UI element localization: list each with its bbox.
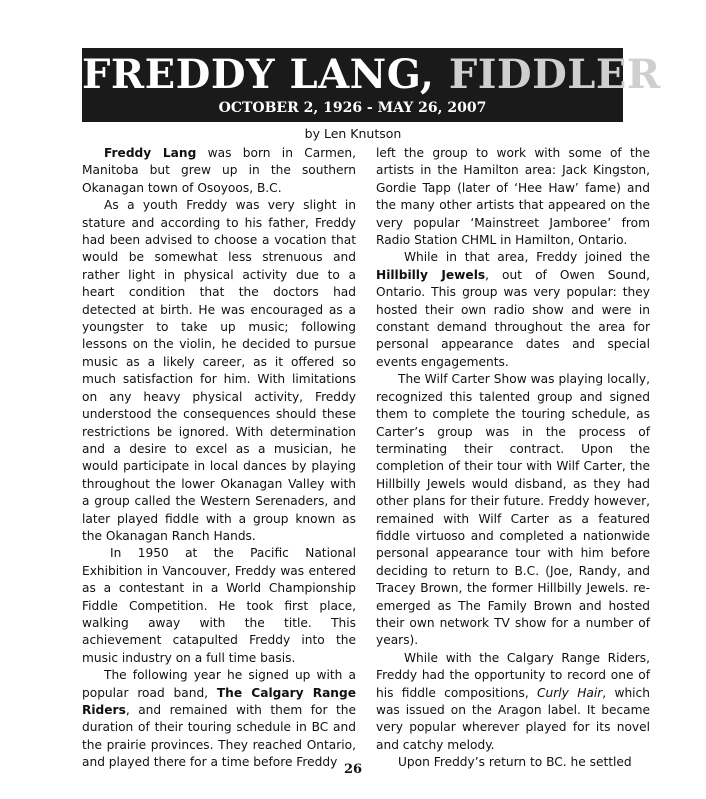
byline: by Len Knutson	[304, 126, 402, 141]
title-banner	[82, 48, 661, 122]
paragraph: As a youth Freddy was very slight in stature and according to his father, Freddy had been advised to choose a vocation that would be somewhat less strenuous and rather light in physical activity due to a heart condition that the doctors had detected at birth. He was encouraged as a youngster to take up music; following lessons on the violin, he decided to pursue music as a likely career, as it offered so much satisfaction for him. With limitations on any heavy physical activity, Freddy understood the consequences should these restrictions be ignored. With determination and a desire to excel as a musician, he would participate in local dances by playing throughout the lower Okanagan Valley with a group called the Western Serenaders, and later played fiddle with a group known as the Okanagan Ranch Hands.	[82, 198, 356, 543]
paragraph: In 1950 at the Pacific National Exhibition in Vancouver, Freddy was entered as a contestant in a World Championship Fiddle Competition. He took first place, walking away with the title. This achievement catapulted Freddy into the music industry on a full time basis.	[82, 546, 356, 665]
paragraph	[376, 650, 650, 754]
bold-name: Freddy Lang	[104, 146, 197, 160]
paragraph: left the group to work with some of the artists in the Hamilton area: Jack Kingston, Gordie Tapp (later of ‘Hee Haw’ fame) and the many other artists that appeared on the very popular ‘Mainstreet Jamboree’ from Radio Station CHML in Hamilton, Ontario.	[376, 146, 650, 248]
paragraph-text: While in that area, Freddy joined the	[404, 250, 650, 265]
left-column	[82, 145, 356, 772]
paragraph	[376, 249, 650, 371]
page-number: 26	[343, 762, 363, 777]
paragraph	[82, 667, 356, 771]
article-title	[82, 50, 661, 100]
life-dates: OCTOBER 2, 1926 - MAY 26, 2007	[218, 100, 487, 116]
paragraph: The Wilf Carter Show was playing locally, recognized this talented group and signed them to complete the touring schedule, as Carter’s group was in the process of terminating their contract. Upon the completion of their tour with Wilf Carter, the Hillbilly Jewels would disband, as they had other plans for their future. Freddy however, remained with Wilf Carter as a featured fiddle virtuoso and completed a nationwide personal appearance tour with him before deciding to return to B.C. (Joe, Randy, and Tracey Brown, the former Hillbilly Jewels. re-emerged as The Family Brown and hosted their own network TV show for a number of years).	[376, 372, 650, 648]
paragraph-text: The following year he signed up with a popular road band,	[82, 668, 356, 700]
paragraph	[82, 145, 356, 197]
paragraph-text: , and remained with them for the duration of their touring schedule in BC and the prairie provinces. They reached Ontario, and played there for a time before Freddy	[82, 703, 356, 770]
title-occupation: FIDDLER	[448, 51, 661, 98]
paragraph-text: was born in Carmen, Manitoba but grew up in the southern Okanagan town of Osoyoos, B.C.	[82, 146, 356, 195]
paragraph-text: , which was issued on the Aragon label. It became very popular wherever played for its novel and catchy melody.	[376, 685, 650, 752]
right-column	[376, 145, 650, 772]
italic-song-title: Curly Hair	[537, 685, 603, 700]
paragraph-text: , out of Owen Sound, Ontario. This group was very popular: they hosted their own radio show and were in constant demand throughout the area for personal appearance dates and special events engagements.	[376, 267, 650, 369]
paragraph-text: While with the Calgary Range Riders, Freddy had the opportunity to record one of his fiddle compositions,	[376, 650, 650, 700]
bold-band-name: Hillbilly Jewels	[376, 267, 486, 282]
title-name: FREDDY LANG,	[82, 51, 435, 98]
bold-band-name: The Calgary Range Riders	[82, 685, 356, 717]
paragraph: Upon Freddy’s return to BC. he settled	[398, 755, 632, 770]
